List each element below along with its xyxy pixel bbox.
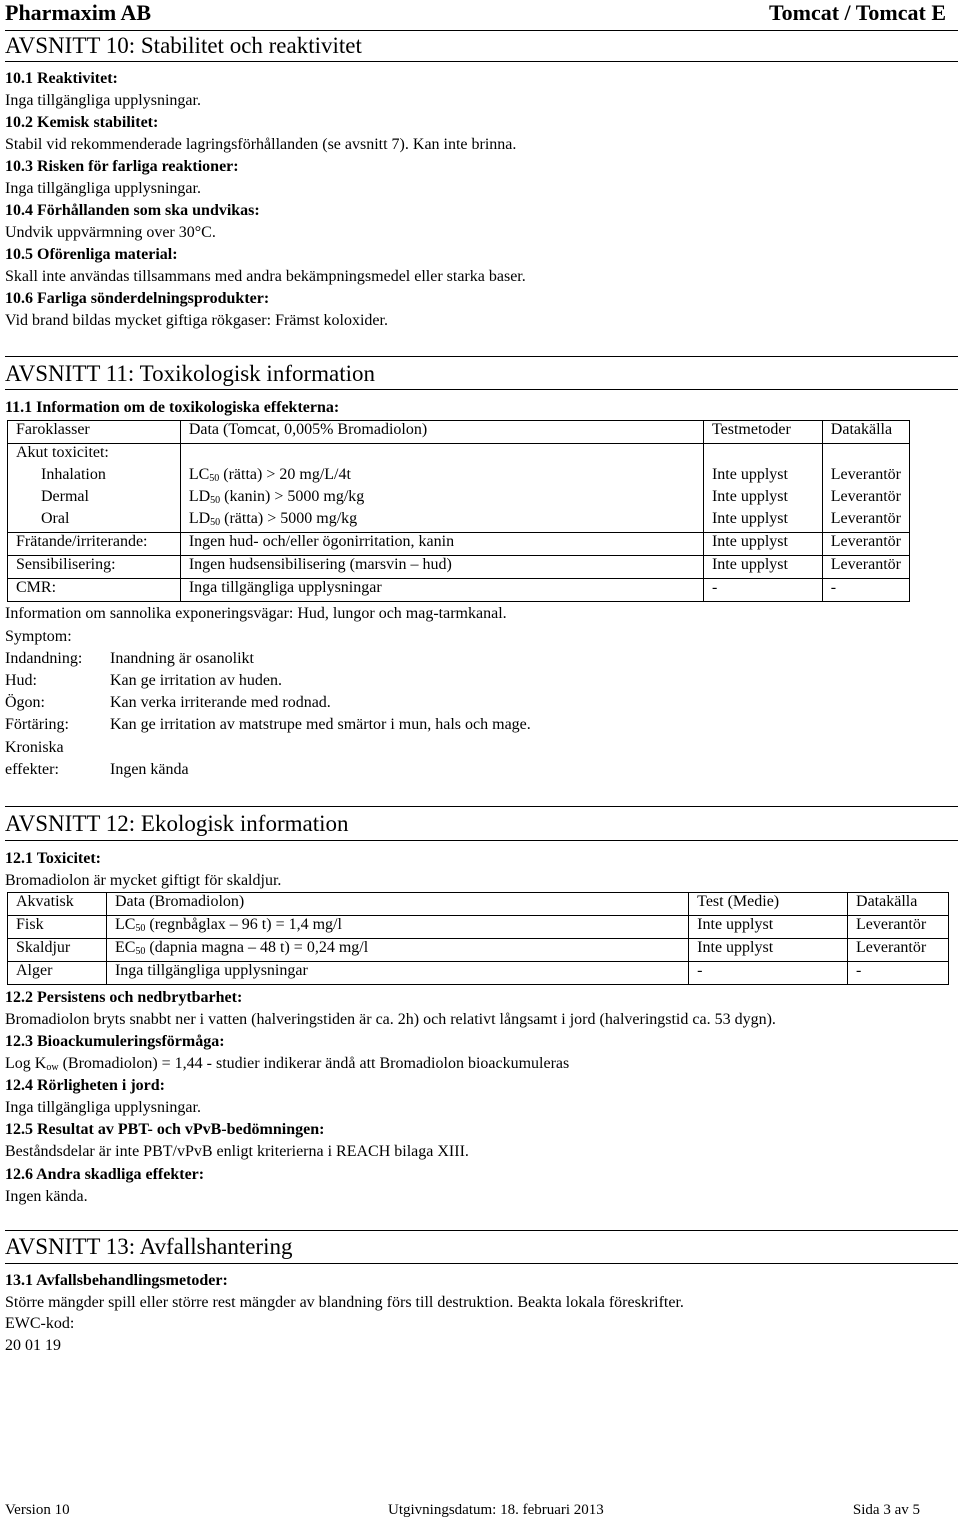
toxicity-label: 12.1 Toxicitet: [5, 850, 101, 867]
footer-date: Utgivningsdatum: 18. februari 2013 [388, 1502, 604, 1518]
method-cell: Inte upplyst [689, 939, 848, 962]
route-cell: Oral [8, 510, 181, 533]
data-subscript: 50 [135, 946, 146, 957]
subsection-label: 10.5 Oförenliga material: [5, 246, 178, 263]
tox-rows [8, 533, 910, 602]
organism-cell: Alger [8, 962, 107, 985]
data-rest: (dapnia magna – 48 t) = 0,24 mg/l [145, 939, 369, 956]
subsection-label: 10.4 Förhållanden som ska undvikas: [5, 202, 260, 219]
data-cell: Ingen hud- och/eller ögonirritation, kanin [180, 533, 703, 556]
subsection-label: 10.2 Kemisk stabilitet: [5, 114, 159, 131]
section-11-rule-top [5, 356, 958, 357]
method-cell: Inte upplyst [689, 916, 848, 939]
symptom-title: Symptom: [5, 628, 72, 645]
symptom-key: Indandning: [5, 650, 83, 667]
data-cell: Inga tillgängliga upplysningar [180, 579, 703, 602]
ecotox-table [7, 892, 949, 985]
subsection-label: 10.1 Reaktivitet: [5, 70, 118, 87]
symptom-value: Kan ge irritation av matstrupe med smärtor i mun, hals och mage. [110, 716, 531, 733]
section-11-title: AVSNITT 11: Toxikologisk information [5, 361, 376, 386]
col-header: Datakälla [822, 421, 909, 444]
table-row [8, 579, 910, 602]
persistence-text: Bromadiolon bryts snabbt ner i vatten (halveringstiden är ca. 2h) och relativt långsamt i jord (halveringstid ca. 53 dygn). [5, 1011, 776, 1028]
table-row [8, 939, 949, 962]
data-subscript: 50 [210, 495, 221, 506]
table-header-row [8, 893, 949, 916]
data-subscript: 50 [135, 923, 146, 934]
chronic-value: Ingen kända [110, 761, 189, 778]
toxicology-table [7, 420, 910, 602]
data-cell [106, 916, 688, 939]
table-row [8, 962, 949, 985]
section-13-title: AVSNITT 13: Avfallshantering [5, 1234, 293, 1259]
symptom-value: Kan ge irritation av huden. [110, 672, 282, 689]
symptom-value: Inandning är osanolikt [110, 650, 254, 667]
source-cell: Leverantör [822, 533, 909, 556]
acute-toxicity-group [8, 444, 910, 533]
data-subscript: 50 [209, 473, 220, 484]
data-prefix: LC [114, 916, 136, 933]
source-cell: Leverantör [848, 939, 949, 962]
data-cell [180, 466, 703, 488]
method-cell: Inte upplyst [703, 510, 822, 533]
toxicity-text: Bromadiolon är mycket giftigt för skaldjur. [5, 872, 282, 889]
company-name: Pharmaxim AB [5, 0, 152, 25]
data-cell [180, 510, 703, 533]
symptom-key: Ögon: [5, 694, 45, 711]
class-cell: Frätande/irriterande: [8, 533, 181, 556]
subsection-text: Stabil vid rekommenderade lagringsförhållanden (se avsnitt 7). Kan inte brinna. [5, 136, 517, 153]
data-cell [106, 962, 688, 985]
mobility-text: Inga tillgängliga upplysningar. [5, 1099, 201, 1116]
bio-subscript: ow [46, 1062, 59, 1073]
symptom-key: Förtäring: [5, 716, 69, 733]
col-header: Akvatisk [8, 893, 107, 916]
data-rest: (rätta) > 20 mg/L/4t [219, 466, 351, 483]
data-rest: (regnbåglax – 96 t) = 1,4 mg/l [145, 916, 342, 933]
data-rest: (kanin) > 5000 mg/kg [220, 488, 365, 505]
section-12-rule [5, 840, 958, 841]
data-prefix: LD [188, 510, 211, 527]
ewc-code: 20 01 19 [5, 1337, 61, 1354]
section-12-rule-top [5, 806, 958, 807]
other-effects-label: 12.6 Andra skadliga effekter: [5, 1166, 205, 1183]
col-header: Test (Medie) [689, 893, 848, 916]
col-header: Data (Bromadiolon) [106, 893, 688, 916]
data-cell [180, 488, 703, 510]
waste-text: Större mängder spill eller större rest mängder av blandning förs till destruktion. Beakta lokala föreskrifter. [5, 1294, 684, 1311]
data-prefix: Inga tillgängliga upplysningar [114, 962, 308, 979]
product-name: Tomcat / Tomcat E [768, 0, 946, 25]
bioaccumulation-label: 12.3 Bioackumuleringsförmåga: [5, 1033, 225, 1050]
data-rest: (rätta) > 5000 mg/kg [220, 510, 358, 527]
source-cell: - [822, 579, 909, 602]
section-11-rule [5, 389, 958, 390]
footer-version: Version 10 [5, 1502, 70, 1518]
table-row [8, 510, 910, 533]
route-cell: Inhalation [8, 466, 181, 488]
symptom-value: Kan verka irriterande med rodnad. [110, 694, 331, 711]
method-cell: Inte upplyst [703, 466, 822, 488]
source-cell: Leverantör [822, 488, 909, 510]
header-rule [5, 30, 958, 31]
table-row [8, 466, 910, 488]
subsection-label: 10.6 Farliga sönderdelningsprodukter: [5, 290, 270, 307]
source-cell: - [848, 962, 949, 985]
eco-rows [8, 916, 949, 985]
data-cell: Ingen hudsensibilisering (marsvin – hud) [180, 556, 703, 579]
data-prefix: EC [114, 939, 136, 956]
mobility-label: 12.4 Rörligheten i jord: [5, 1077, 165, 1094]
organism-cell: Fisk [8, 916, 107, 939]
table-header-row [8, 421, 910, 444]
data-prefix: LC [188, 466, 210, 483]
bio-prefix: Log K [5, 1055, 47, 1072]
pbt-text: Beståndsdelar är inte PBT/vPvB enligt kriterierna i REACH bilaga XIII. [5, 1143, 469, 1160]
class-cell: CMR: [8, 579, 181, 602]
table-row [8, 556, 910, 579]
acute-toxicity-label: Akut toxicitet: [8, 444, 181, 467]
other-effects-text: Ingen kända. [5, 1188, 88, 1205]
route-cell: Dermal [8, 488, 181, 510]
symptom-key: Hud: [5, 672, 37, 689]
method-cell: Inte upplyst [703, 488, 822, 510]
pbt-label: 12.5 Resultat av PBT- och vPvB-bedömningen: [5, 1121, 325, 1138]
section-11-sub: 11.1 Information om de toxikologiska effekterna: [5, 399, 340, 416]
section-10-title: AVSNITT 10: Stabilitet och reaktivitet [5, 33, 362, 58]
source-cell: Leverantör [822, 510, 909, 533]
exposure-text: Information om sannolika exponeringsvägar: Hud, lungor och mag-tarmkanal. [5, 605, 507, 622]
waste-label: 13.1 Avfallsbehandlingsmetoder: [5, 1272, 228, 1289]
source-cell: Leverantör [822, 556, 909, 579]
col-header: Faroklasser [8, 421, 181, 444]
subsection-label: 10.3 Risken för farliga reaktioner: [5, 158, 239, 175]
chronic-label-2: effekter: [5, 761, 59, 778]
chronic-label-1: Kroniska [5, 739, 64, 756]
col-header: Data (Tomcat, 0,005% Bromadiolon) [180, 421, 703, 444]
subsection-text: Undvik uppvärmning over 30°C. [5, 224, 216, 241]
subsection-text: Vid brand bildas mycket giftiga rökgaser: Främst koloxider. [5, 312, 388, 329]
source-cell: Leverantör [822, 466, 909, 488]
empty-cell [822, 444, 909, 467]
section-13-rule [5, 1263, 958, 1264]
data-subscript: 50 [210, 517, 221, 528]
table-row [8, 488, 910, 510]
ewc-label: EWC-kod: [5, 1315, 75, 1332]
empty-cell [703, 444, 822, 467]
subsection-text: Inga tillgängliga upplysningar. [5, 180, 201, 197]
source-cell: Leverantör [848, 916, 949, 939]
data-cell [106, 939, 688, 962]
bio-rest: (Bromadiolon) = 1,44 - studier indikerar ändå att Bromadiolon bioackumuleras [58, 1055, 570, 1072]
section-10-rule [5, 61, 958, 62]
subsection-text: Skall inte användas tillsammans med andra bekämpningsmedel eller starka baser. [5, 268, 526, 285]
section-13-rule-top [5, 1230, 958, 1231]
organism-cell: Skaldjur [8, 939, 107, 962]
method-cell: - [703, 579, 822, 602]
table-row [8, 533, 910, 556]
acute-label-row [8, 444, 910, 467]
footer-page: Sida 3 av 5 [852, 1502, 920, 1518]
class-cell: Sensibilisering: [8, 556, 181, 579]
persistence-label: 12.2 Persistens och nedbrytbarhet: [5, 989, 243, 1006]
col-header: Testmetoder [703, 421, 822, 444]
table-row [8, 916, 949, 939]
col-header: Datakälla [848, 893, 949, 916]
method-cell: - [689, 962, 848, 985]
data-prefix: LD [188, 488, 211, 505]
method-cell: Inte upplyst [703, 556, 822, 579]
empty-cell [180, 444, 703, 467]
subsection-text: Inga tillgängliga upplysningar. [5, 92, 201, 109]
section-12-title: AVSNITT 12: Ekologisk information [5, 811, 349, 836]
method-cell: Inte upplyst [703, 533, 822, 556]
